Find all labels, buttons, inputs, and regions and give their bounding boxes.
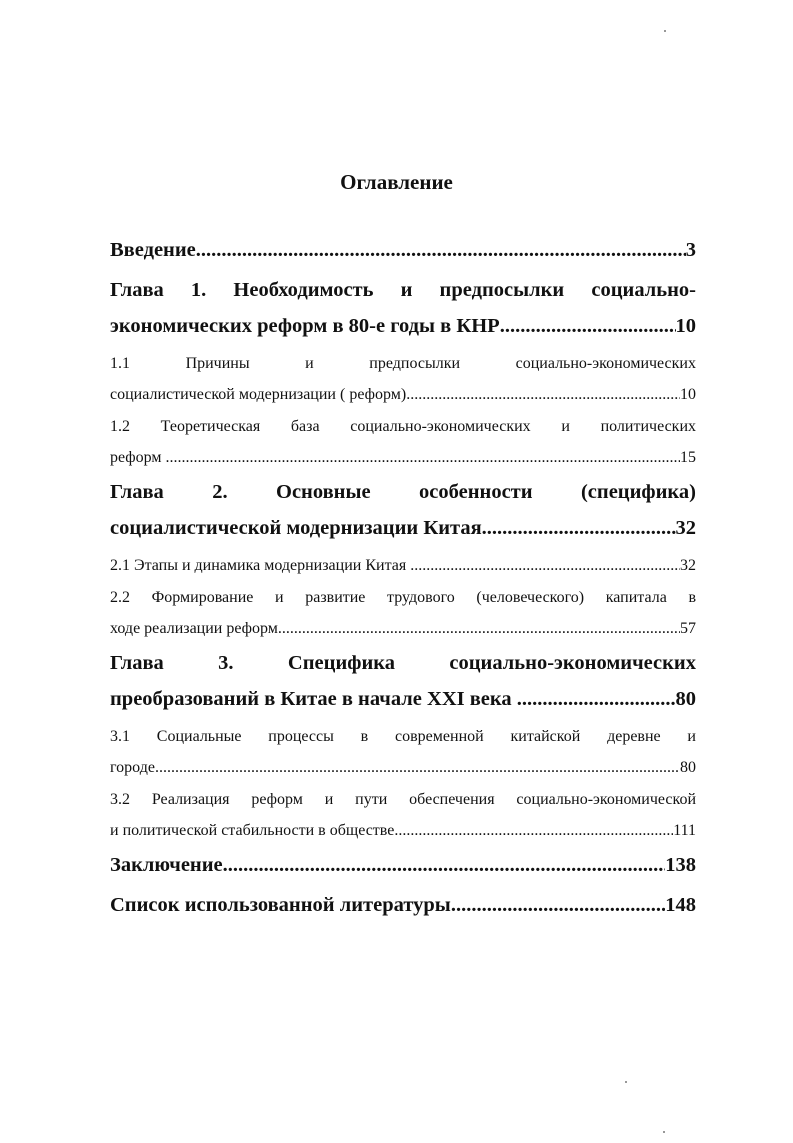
toc-entry-leader-line: [110, 613, 696, 644]
toc-entry-leader-line: [110, 550, 696, 581]
toc-entry-label: Введение: [110, 239, 196, 261]
toc-page-number: 57: [680, 620, 696, 637]
toc-entry-leader-line: [110, 847, 696, 883]
toc-entry-leader-line: [110, 232, 696, 268]
toc-page-number: 10: [675, 315, 696, 337]
toc-entry: [110, 272, 696, 344]
toc-entry-label: и политической стабильности в обществе: [110, 822, 395, 839]
dot-leader: [410, 550, 680, 581]
toc-page-number: 32: [675, 517, 696, 539]
toc-entry-line: 3.2 Реализация реформ и пути обеспечения социально-экономической: [110, 791, 696, 808]
toc-entry-leader-line: [110, 681, 696, 717]
toc-entry-label: социалистической модернизации Китая: [110, 517, 482, 539]
dot-leader: [166, 442, 680, 473]
toc-entry-line: 2.2 Формирование и развитие трудового (человеческого) капитала в: [110, 589, 696, 606]
toc-entry: [110, 847, 696, 883]
dot-leader: [451, 887, 665, 923]
toc-page-number: 111: [673, 822, 696, 839]
table-of-contents: [110, 232, 696, 927]
toc-entry: [110, 411, 696, 473]
dot-leader: [482, 510, 676, 546]
toc-entry-leader-line: [110, 379, 696, 410]
dot-leader: [155, 752, 680, 783]
toc-entry-leader-line: [110, 510, 696, 546]
toc-entry: [110, 232, 696, 268]
toc-entry-label: Заключение: [110, 854, 223, 876]
dot-leader: [406, 379, 680, 410]
toc-entry: [110, 887, 696, 923]
toc-entry-label: городе: [110, 759, 155, 776]
toc-entry-label: реформ: [110, 449, 166, 466]
scan-speck: [663, 1131, 665, 1133]
toc-page-number: 80: [675, 688, 696, 710]
toc-entry-line: 1.1 Причины и предпосылки социально-экономических: [110, 355, 696, 372]
toc-entry-label: ходе реализации реформ: [110, 620, 278, 637]
toc-page-number: 138: [665, 854, 696, 876]
dot-leader: [223, 847, 666, 883]
toc-entry-leader-line: [110, 887, 696, 923]
scan-speck: [664, 30, 666, 32]
toc-entry-leader-line: [110, 815, 696, 846]
toc-page-number: 148: [665, 894, 696, 916]
page-title: Оглавление: [340, 170, 453, 194]
dot-leader: [394, 815, 673, 846]
scan-speck: [625, 1081, 627, 1083]
toc-entry-label: преобразований в Китае в начале XXI века: [110, 688, 517, 710]
toc-page-number: 80: [680, 759, 696, 776]
toc-page-number: 15: [680, 449, 696, 466]
toc-entry: [110, 645, 696, 717]
toc-entry-line: Глава 2. Основные особенности (специфика): [110, 481, 696, 503]
toc-entry-line: 1.2 Теоретическая база социально-экономических и политических: [110, 418, 696, 435]
toc-entry: [110, 474, 696, 546]
toc-entry: [110, 550, 696, 581]
toc-entry-label: 2.1 Этапы и динамика модернизации Китая: [110, 557, 411, 574]
toc-entry-label: социалистической модернизации ( реформ): [110, 386, 407, 403]
toc-entry: [110, 582, 696, 644]
toc-page-number: 32: [680, 557, 696, 574]
toc-entry-leader-line: [110, 752, 696, 783]
toc-entry-label: Список использованной литературы: [110, 894, 451, 916]
dot-leader: [196, 232, 686, 268]
toc-page-number: 10: [680, 386, 696, 403]
toc-entry: [110, 348, 696, 410]
dot-leader: [500, 308, 676, 344]
toc-entry: [110, 721, 696, 783]
toc-entry-line: 3.1 Социальные процессы в современной китайской деревне и: [110, 728, 696, 745]
toc-entry-label: экономических реформ в 80-е годы в КНР: [110, 315, 500, 337]
dot-leader: [278, 613, 680, 644]
toc-entry: [110, 784, 696, 846]
toc-page-number: 3: [685, 239, 696, 261]
toc-entry-leader-line: [110, 308, 696, 344]
dot-leader: [517, 681, 676, 717]
toc-entry-line: Глава 1. Необходимость и предпосылки социально-: [110, 279, 696, 301]
toc-entry-line: Глава 3. Специфика социально-экономических: [110, 652, 696, 674]
toc-entry-leader-line: [110, 442, 696, 473]
